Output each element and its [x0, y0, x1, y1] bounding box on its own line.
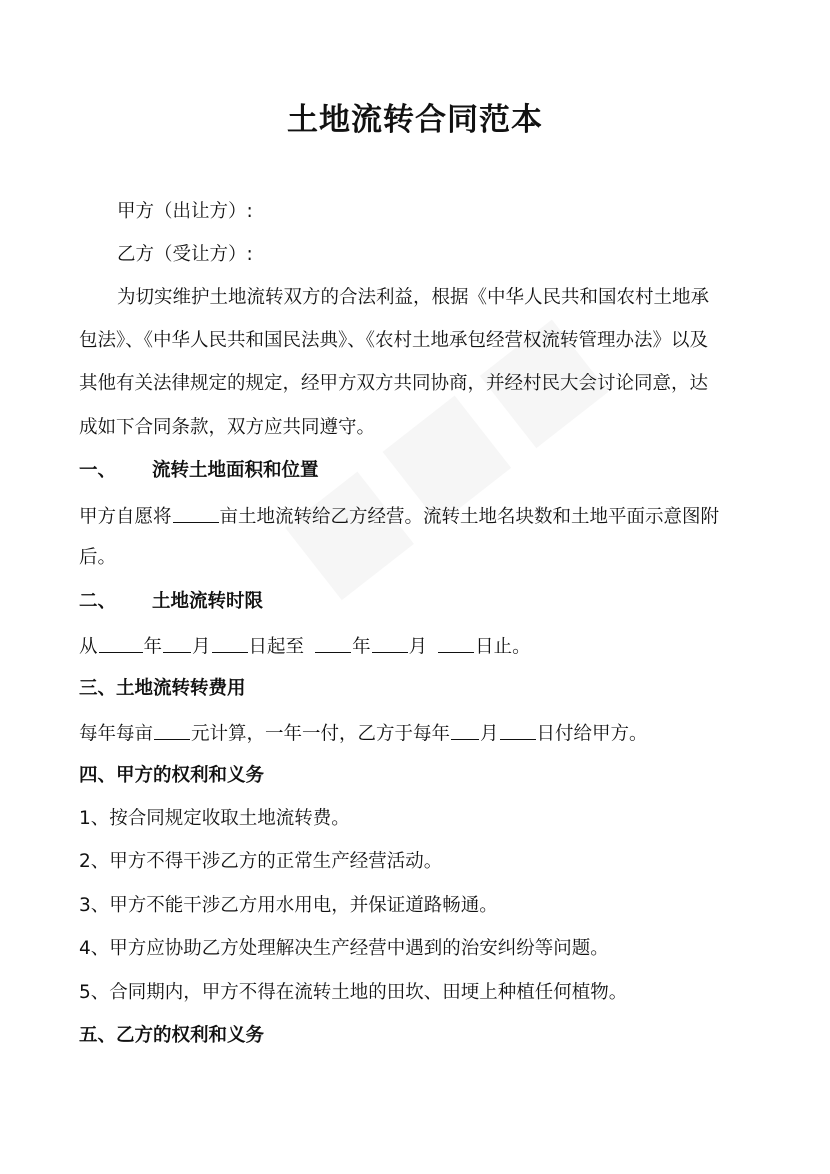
section-4-item: 5、合同期内，甲方不得在流转土地的田坎、田埂上种植任何植物。	[79, 982, 628, 1003]
start-month-blank[interactable]	[163, 633, 191, 653]
document-title: 土地流转合同范本	[287, 102, 543, 138]
intro-line-1: 为切实维护土地流转双方的合法利益，根据《中华人民共和国农村土地承	[117, 287, 710, 308]
intro-line-4: 成如下合同条款，双方应共同遵守。	[79, 417, 376, 438]
end-month-blank[interactable]	[372, 633, 408, 653]
start-day-blank[interactable]	[212, 633, 248, 653]
area-blank[interactable]	[173, 503, 219, 523]
end-year-blank[interactable]	[315, 633, 351, 653]
section-3-text: 每年每亩 元计算，一年一付，乙方于每年 月 日付给甲方。	[79, 720, 648, 747]
end-day-blank[interactable]	[438, 633, 474, 653]
section-2-text: 从 年 月 日起至 年 月 日止。	[79, 633, 531, 660]
section-1-text: 甲方自愿将 亩土地流转给乙方经营。流转土地名块数和土地平面示意图附	[79, 503, 719, 530]
section-1-heading	[79, 459, 319, 483]
pay-month-blank[interactable]	[451, 720, 479, 740]
section-4-item: 3、甲方不能干涉乙方用水用电，并保证道路畅通。	[79, 895, 498, 916]
party-a-line: 甲方（出让方）:	[117, 201, 253, 222]
section-1-text-cont: 后。	[79, 547, 117, 568]
intro-line-3: 其他有关法律规定的规定，经甲方双方共同协商，并经村民大会讨论同意，达	[79, 373, 709, 394]
section-5-heading: 五、乙方的权利和义务	[79, 1025, 265, 1046]
section-4-item: 1、按合同规定收取土地流转费。	[79, 808, 350, 829]
section-3-heading: 三、土地流转转费用	[79, 678, 246, 699]
section-1-number: 一、	[79, 460, 117, 481]
section-2-heading	[79, 590, 263, 614]
section-4-item: 4、甲方应协助乙方处理解决生产经营中遇到的治安纠纷等问题。	[79, 938, 609, 959]
section-2-number: 二、	[79, 591, 117, 612]
section-4-item: 2、甲方不得干涉乙方的正常生产经营活动。	[79, 851, 443, 872]
section-4-heading: 四、甲方的权利和义务	[79, 765, 265, 786]
fee-blank[interactable]	[154, 720, 190, 740]
pay-day-blank[interactable]	[500, 720, 536, 740]
party-b-line: 乙方（受让方）:	[117, 244, 253, 265]
start-year-blank[interactable]	[99, 633, 143, 653]
section-1-title: 流转土地面积和位置	[152, 460, 319, 481]
intro-line-2: 包法》、《中华人民共和国民法典》、《农村土地承包经营权流转管理办法》以及	[79, 330, 709, 351]
section-2-title: 土地流转时限	[152, 591, 264, 612]
